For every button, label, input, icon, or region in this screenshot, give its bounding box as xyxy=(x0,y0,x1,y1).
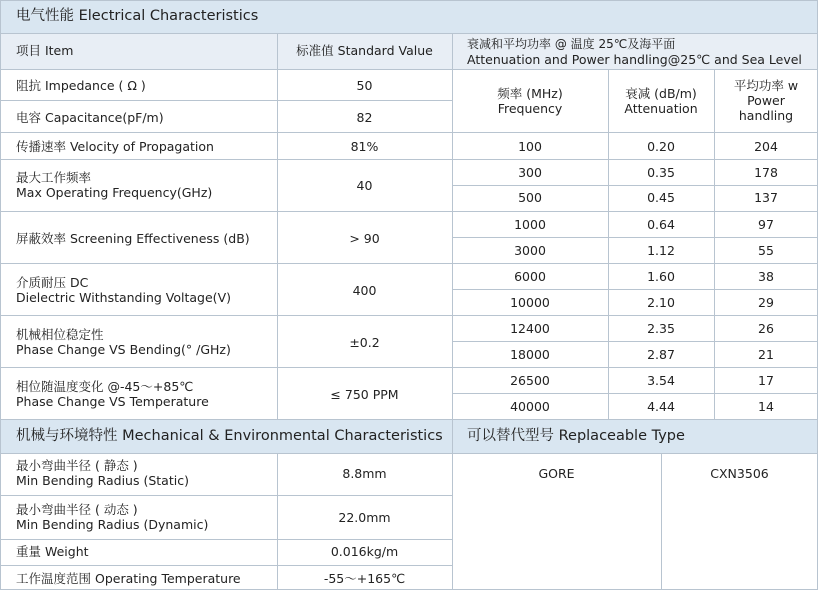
atten-freq-3: 1000 xyxy=(514,217,546,232)
atten-power-1: 178 xyxy=(754,165,778,180)
col-standard-header: 标准值 Standard Value xyxy=(296,43,433,58)
atten-att-1: 0.35 xyxy=(647,165,675,180)
atten-power-3: 97 xyxy=(758,217,774,232)
atten-att-5: 1.60 xyxy=(647,269,675,284)
mech-weight-label: 重量 Weight xyxy=(16,544,89,559)
att-subheader-line1: 衰减 (dB/m) xyxy=(625,86,697,101)
atten-header-en: Attenuation and Power handling@25℃ and Sea Level xyxy=(467,52,802,67)
row-maxfreq-value: 40 xyxy=(356,178,373,193)
mechanical-title: 机械与环境特性 Mechanical & Environmental Characteristics xyxy=(16,428,443,444)
atten-power-0: 204 xyxy=(754,139,778,154)
replaceable-brand: GORE xyxy=(538,466,575,481)
atten-freq-2: 500 xyxy=(518,190,542,205)
row-phase-bending-label-1: 机械相位稳定性 xyxy=(16,327,104,342)
row-capacitance-value: 82 xyxy=(356,110,373,125)
row-phase-temp-label-2: Phase Change VS Temperature xyxy=(16,394,209,409)
atten-att-7: 2.35 xyxy=(647,321,675,336)
atten-freq-4: 3000 xyxy=(514,243,546,258)
replaceable-title: 可以替代型号 Replaceable Type xyxy=(467,428,685,444)
mech-dynamic-label-2: Min Bending Radius (Dynamic) xyxy=(16,517,209,532)
row-maxfreq-label-1: 最大工作频率 xyxy=(16,170,92,185)
power-subheader xyxy=(714,78,818,123)
att-subheader xyxy=(608,86,714,116)
col-item-header: 项目 Item xyxy=(16,43,74,58)
mech-static-label-2: Min Bending Radius (Static) xyxy=(16,473,189,488)
row-phase-temp-label xyxy=(16,379,209,409)
mech-temp-value: -55～+165℃ xyxy=(323,571,406,586)
row-capacitance-label: 电容 Capacitance(pF/m) xyxy=(16,110,164,125)
atten-power-2: 137 xyxy=(754,190,778,205)
atten-freq-0: 100 xyxy=(518,139,542,154)
atten-power-6: 29 xyxy=(758,295,774,310)
atten-att-4: 1.12 xyxy=(647,243,675,258)
att-subheader-line2: Attenuation xyxy=(624,101,698,116)
row-screening-value: > 90 xyxy=(349,231,380,246)
atten-power-9: 17 xyxy=(758,373,774,388)
atten-att-6: 2.10 xyxy=(647,295,675,310)
atten-freq-8: 18000 xyxy=(510,347,550,362)
freq-subheader-line2: Frequency xyxy=(497,101,563,116)
mech-weight-value: 0.016kg/m xyxy=(330,544,399,559)
row-dielectric-label xyxy=(16,275,231,305)
mech-dynamic-label-1: 最小弯曲半径 ( 动态 ) xyxy=(16,502,138,517)
row-impedance-value: 50 xyxy=(356,78,373,93)
row-phase-bending-label-2: Phase Change VS Bending(° /GHz) xyxy=(16,342,231,357)
row-phase-temp-label-1: 相位随温度变化 @-45～+85℃ xyxy=(16,379,194,394)
row-maxfreq-label-2: Max Operating Frequency(GHz) xyxy=(16,185,213,200)
row-phase-bending-value: ±0.2 xyxy=(349,335,380,350)
atten-freq-9: 26500 xyxy=(510,373,550,388)
atten-att-3: 0.64 xyxy=(647,217,675,232)
atten-freq-5: 6000 xyxy=(514,269,546,284)
row-phase-bending-label xyxy=(16,327,231,357)
mech-temp-label: 工作温度范围 Operating Temperature xyxy=(16,571,241,586)
atten-power-5: 38 xyxy=(758,269,774,284)
row-dielectric-label-2: Dielectric Withstanding Voltage(V) xyxy=(16,290,231,305)
mech-dynamic-value: 22.0mm xyxy=(338,510,391,525)
row-velocity-value: 81% xyxy=(350,139,379,154)
atten-att-8: 2.87 xyxy=(647,347,675,362)
mech-static-value: 8.8mm xyxy=(342,466,387,481)
power-subheader-line2: Power xyxy=(747,93,785,108)
row-velocity-label: 传播速率 Velocity of Propagation xyxy=(16,139,214,154)
atten-power-4: 55 xyxy=(758,243,774,258)
atten-power-10: 14 xyxy=(758,399,774,414)
row-impedance-label: 阻抗 Impedance ( Ω ) xyxy=(16,78,146,93)
atten-freq-10: 40000 xyxy=(510,399,550,414)
atten-power-7: 26 xyxy=(758,321,774,336)
row-dielectric-label-1: 介质耐压 DC xyxy=(16,275,89,290)
atten-freq-1: 300 xyxy=(518,165,542,180)
mech-dynamic-label xyxy=(16,502,208,532)
atten-header-cn: 衰减和平均功率 @ 温度 25℃及海平面 xyxy=(467,37,676,51)
freq-subheader-line1: 频率 (MHz) xyxy=(497,86,563,101)
electrical-title: 电气性能 Electrical Characteristics xyxy=(16,8,259,24)
row-maxfreq-label xyxy=(16,170,212,200)
mech-static-label xyxy=(16,458,189,488)
row-dielectric-value: 400 xyxy=(352,283,377,298)
replaceable-model: CXN3506 xyxy=(710,466,769,481)
atten-freq-6: 10000 xyxy=(510,295,550,310)
atten-att-9: 3.54 xyxy=(647,373,675,388)
atten-att-0: 0.20 xyxy=(647,139,675,154)
power-subheader-line1: 平均功率 w xyxy=(733,78,799,93)
atten-freq-7: 12400 xyxy=(510,321,550,336)
atten-power-8: 21 xyxy=(758,347,774,362)
atten-att-2: 0.45 xyxy=(647,190,675,205)
mech-static-label-1: 最小弯曲半径 ( 静态 ) xyxy=(16,458,138,473)
freq-subheader xyxy=(452,86,608,116)
power-subheader-line3: handling xyxy=(738,108,794,123)
row-screening-label: 屏蔽效率 Screening Effectiveness (dB) xyxy=(16,231,250,246)
atten-att-10: 4.44 xyxy=(647,399,675,414)
row-phase-temp-value: ≤ 750 PPM xyxy=(330,387,399,402)
